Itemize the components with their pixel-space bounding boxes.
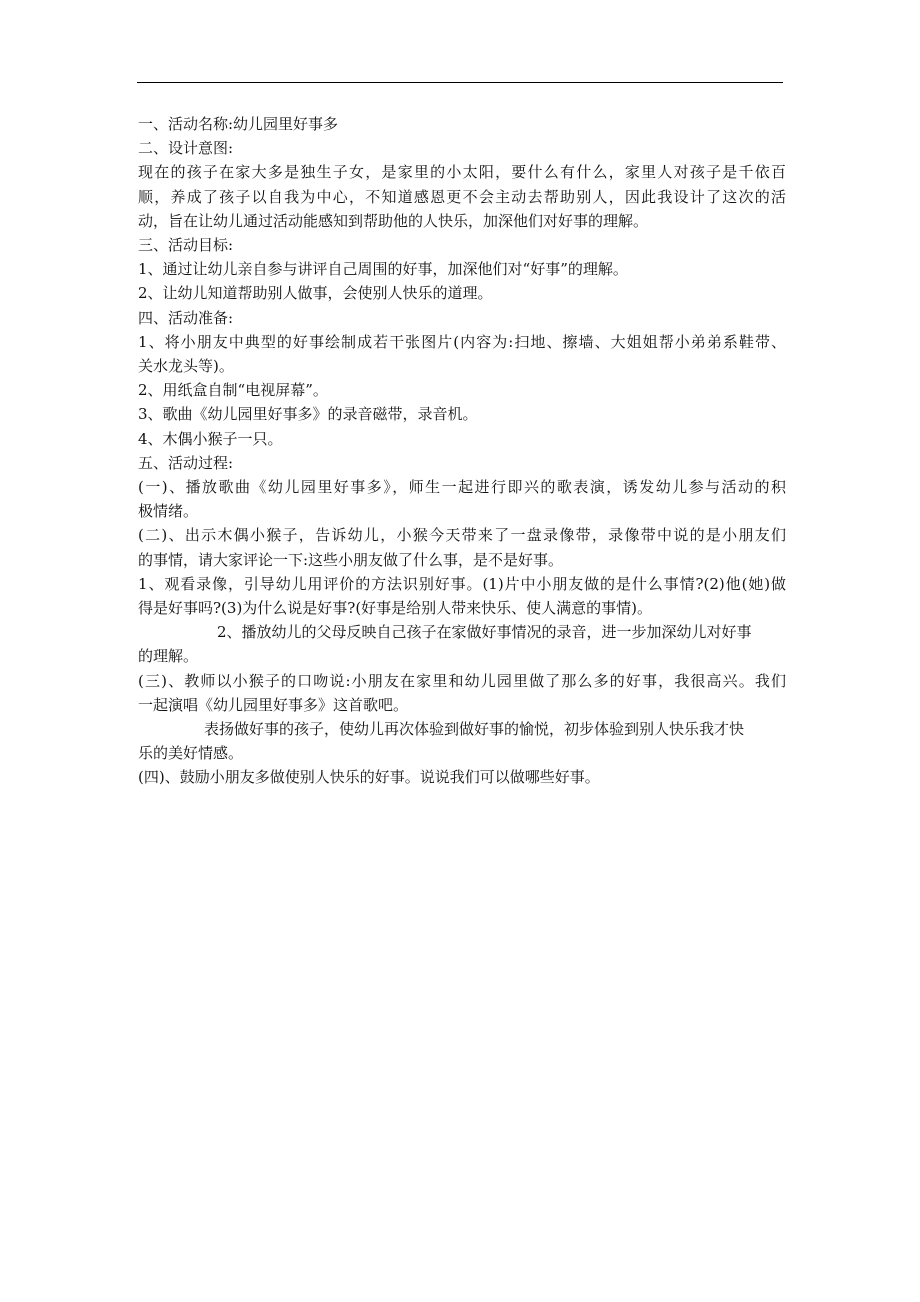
process-step-1-line-1: (一)、播放歌曲《幼儿园里好事多》，师生一起进行即兴的歌表演，诱发幼儿参与活动的积 bbox=[138, 478, 786, 497]
design-intent-line-1: 现在的孩子在家大多是独生子女，是家里的小太阳，要什么有什么，家里人对孩子是千依百 bbox=[138, 163, 786, 182]
process-step-3-line-1: (三)、教师以小猴子的口吻说:小朋友在家里和幼儿园里做了那么多的好事，我很高兴。我们 bbox=[138, 671, 786, 690]
process-step-2-line-2: 的事情，请大家评论一下:这些小朋友做了什么事，是不是好事。 bbox=[138, 550, 564, 569]
process-step-1-line-2: 极情绪。 bbox=[138, 502, 199, 521]
preparation-item-1-line-1: 1、将小朋友中典型的好事绘制成若干张图片(内容为:扫地、擦墙、大姐姐帮小弟弟系鞋带、 bbox=[138, 332, 786, 351]
process-step-3-line-2: 一起演唱《幼儿园里好事多》这首歌吧。 bbox=[138, 695, 409, 714]
process-substep-2-line-2: 的理解。 bbox=[138, 647, 199, 666]
preparation-item-4: 4、木偶小猴子一只。 bbox=[138, 429, 283, 448]
process-step-4: (四)、鼓励小朋友多做使别人快乐的好事。说说我们可以做哪些好事。 bbox=[138, 768, 600, 787]
design-intent-line-2: 顺，养成了孩子以自我为中心，不知道感恩更不会主动去帮助别人，因此我设计了这次的活 bbox=[138, 187, 786, 206]
section-heading-goals: 三、活动目标: bbox=[138, 236, 234, 255]
process-praise-line-2: 乐的美好情感。 bbox=[138, 744, 244, 763]
document-body bbox=[138, 112, 786, 790]
section-heading-activity-name: 一、活动名称:幼儿园里好事多 bbox=[138, 115, 339, 133]
section-heading-design-intent: 二、设计意图: bbox=[138, 139, 234, 158]
section-heading-process: 五、活动过程: bbox=[138, 453, 234, 472]
goal-item-2: 2、让幼儿知道帮助别人做事，会使别人快乐的道理。 bbox=[138, 284, 493, 303]
process-step-2-line-1: (二)、出示木偶小猴子，告诉幼儿，小猴今天带来了一盘录像带，录像带中说的是小朋友们 bbox=[138, 526, 786, 545]
process-substep-1-line-1: 1、观看录像，引导幼儿用评价的方法识别好事。(1)片中小朋友做的是什么事情?(2)他(她)做 bbox=[138, 574, 786, 593]
preparation-item-2: 2、用纸盒自制“电视屏幕”。 bbox=[138, 381, 328, 400]
process-praise-line-1: 表扬做好事的孩子，使幼儿再次体验到做好事的愉悦，初步体验到别人快乐我才快 bbox=[204, 720, 745, 739]
process-substep-1-line-2: 得是好事吗?(3)为什么说是好事?(好事是给别人带来快乐、使人满意的事情)。 bbox=[138, 599, 653, 618]
design-intent-line-3: 动，旨在让幼儿通过活动能感知到帮助他的人快乐，加深他们对好事的理解。 bbox=[138, 211, 649, 230]
process-substep-2-line-1: 2、播放幼儿的父母反映自己孩子在家做好事情况的录音，进一步加深幼儿对好事 bbox=[217, 623, 752, 642]
section-heading-preparation: 四、活动准备: bbox=[138, 308, 234, 327]
preparation-item-3: 3、歌曲《幼儿园里好事多》的录音磁带，录音机。 bbox=[138, 405, 478, 424]
goal-item-1: 1、通过让幼儿亲自参与讲评自己周围的好事，加深他们对“好事”的理解。 bbox=[138, 260, 628, 279]
preparation-item-1-line-2: 关水龙头等)。 bbox=[138, 357, 234, 376]
header-rule bbox=[137, 82, 783, 83]
